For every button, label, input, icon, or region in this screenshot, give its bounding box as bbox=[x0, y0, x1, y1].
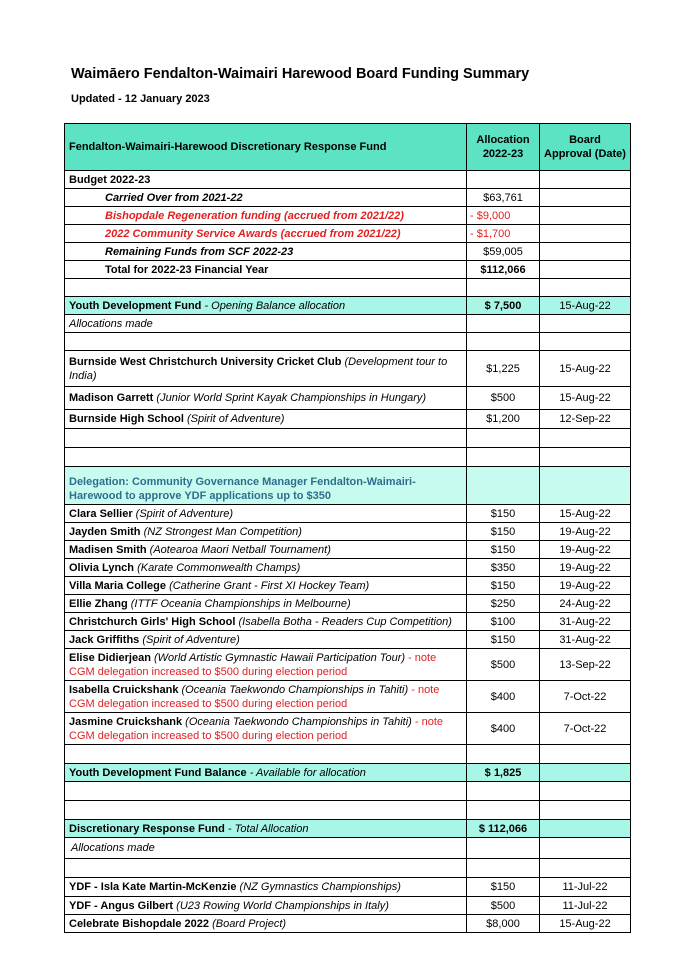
drf-allocation-row bbox=[65, 915, 631, 933]
allocation-recipient: Madisen Smith (Aotearoa Maori Netball Tournament) bbox=[65, 541, 467, 559]
spacer-row bbox=[65, 333, 631, 351]
allocation-recipient: Elise Didierjean (World Artistic Gymnastic Hawaii Participation Tour) - note CGM delegation increased to $500 during election period bbox=[65, 649, 467, 681]
budget-row bbox=[65, 225, 631, 243]
ydf-opening-row bbox=[65, 297, 631, 315]
allocation-amount: $100 bbox=[467, 613, 540, 631]
allocation-recipient: Jasmine Cruickshank (Oceania Taekwondo Championships in Tahiti) - note CGM delegation increased to $500 during election period bbox=[65, 713, 467, 745]
drf-total-amount: $ 112,066 bbox=[467, 820, 540, 838]
spacer-row bbox=[65, 782, 631, 801]
allocation-amount: $400 bbox=[467, 713, 540, 745]
header-fund-name: Fendalton-Waimairi-Harewood Discretionary Response Fund bbox=[65, 124, 467, 171]
delegation-note-row bbox=[65, 681, 631, 713]
budget-total-label: Total for 2022-23 Financial Year bbox=[65, 261, 467, 279]
delegation-allocation-row bbox=[65, 559, 631, 577]
ydf-balance-label: Youth Development Fund Balance - Available for allocation bbox=[65, 764, 467, 782]
ydf-opening-amount: $ 7,500 bbox=[467, 297, 540, 315]
allocation-amount: $150 bbox=[467, 523, 540, 541]
delegation-note-row bbox=[65, 649, 631, 681]
delegation-row bbox=[65, 467, 631, 505]
table-header-row bbox=[65, 124, 631, 171]
drf-allocation-row bbox=[65, 897, 631, 915]
budget-amount: - $1,700 bbox=[467, 225, 540, 243]
allocations-made-label: Allocations made bbox=[65, 315, 467, 333]
ydf-opening-label: Youth Development Fund - Opening Balance allocation bbox=[65, 297, 467, 315]
allocation-date: 15-Aug-22 bbox=[540, 387, 631, 410]
ydf-balance-row bbox=[65, 764, 631, 782]
allocation-amount: $1,200 bbox=[467, 410, 540, 429]
delegation-allocation-row bbox=[65, 577, 631, 595]
spacer-row bbox=[65, 279, 631, 297]
allocation-amount: $500 bbox=[467, 897, 540, 915]
allocation-amount: $1,225 bbox=[467, 351, 540, 387]
budget-label: Remaining Funds from SCF 2022-23 bbox=[65, 243, 467, 261]
allocation-recipient: Madison Garrett (Junior World Sprint Kayak Championships in Hungary) bbox=[65, 387, 467, 410]
delegation-allocation-row bbox=[65, 505, 631, 523]
allocation-date: 19-Aug-22 bbox=[540, 559, 631, 577]
spacer-row bbox=[65, 859, 631, 878]
allocation-recipient: Celebrate Bishopdale 2022 (Board Project) bbox=[65, 915, 467, 933]
allocation-amount: $400 bbox=[467, 681, 540, 713]
page-title: Waimāero Fendalton-Waimairi Harewood Board Funding Summary bbox=[71, 66, 530, 82]
budget-label: Bishopdale Regeneration funding (accrued from 2021/22) bbox=[65, 207, 467, 225]
ydf-allocation-row bbox=[65, 351, 631, 387]
allocation-date: 24-Aug-22 bbox=[540, 595, 631, 613]
allocation-amount: $150 bbox=[467, 631, 540, 649]
allocation-recipient: Jack Griffiths (Spirit of Adventure) bbox=[65, 631, 467, 649]
allocation-amount: $500 bbox=[467, 387, 540, 410]
allocation-amount: $350 bbox=[467, 559, 540, 577]
delegation-allocation-row bbox=[65, 631, 631, 649]
delegation-allocation-row bbox=[65, 541, 631, 559]
allocation-date: 31-Aug-22 bbox=[540, 613, 631, 631]
allocation-date: 15-Aug-22 bbox=[540, 915, 631, 933]
allocation-date: 31-Aug-22 bbox=[540, 631, 631, 649]
ydf-allocation-row bbox=[65, 387, 631, 410]
allocation-amount: $150 bbox=[467, 541, 540, 559]
allocation-date: 19-Aug-22 bbox=[540, 523, 631, 541]
budget-total-amount: $112,066 bbox=[467, 261, 540, 279]
budget-total-row bbox=[65, 261, 631, 279]
allocation-date: 19-Aug-22 bbox=[540, 541, 631, 559]
budget-amount: $59,005 bbox=[467, 243, 540, 261]
ydf-opening-date: 15-Aug-22 bbox=[540, 297, 631, 315]
delegation-allocation-row bbox=[65, 523, 631, 541]
delegation-text: Delegation: Community Governance Manager Fendalton-Waimairi-Harewood to approve YDF applications up to $350 bbox=[65, 467, 467, 505]
spacer-row bbox=[65, 448, 631, 467]
budget-heading: Budget 2022-23 bbox=[65, 171, 467, 189]
spacer-row bbox=[65, 429, 631, 448]
allocation-recipient: YDF - Angus Gilbert (U23 Rowing World Championships in Italy) bbox=[65, 897, 467, 915]
allocations-made-row bbox=[65, 315, 631, 333]
allocation-recipient: Isabella Cruickshank (Oceania Taekwondo Championships in Tahiti) - note CGM delegation increased to $500 during election period bbox=[65, 681, 467, 713]
header-approval-date: Board Approval (Date) bbox=[540, 124, 631, 171]
allocation-recipient: YDF - Isla Kate Martin-McKenzie (NZ Gymnastics Championships) bbox=[65, 878, 467, 897]
delegation-note-row bbox=[65, 713, 631, 745]
allocation-recipient: Burnside West Christchurch University Cricket Club (Development tour to India) bbox=[65, 351, 467, 387]
updated-date: Updated - 12 January 2023 bbox=[71, 93, 210, 105]
allocation-amount: $500 bbox=[467, 649, 540, 681]
spacer-row bbox=[65, 745, 631, 764]
allocation-recipient: Ellie Zhang (ITTF Oceania Championships in Melbourne) bbox=[65, 595, 467, 613]
budget-amount: - $9,000 bbox=[467, 207, 540, 225]
budget-row bbox=[65, 243, 631, 261]
allocation-recipient: Clara Sellier (Spirit of Adventure) bbox=[65, 505, 467, 523]
allocation-date: 11-Jul-22 bbox=[540, 897, 631, 915]
header-allocation: Allocation 2022-23 bbox=[467, 124, 540, 171]
budget-label: Carried Over from 2021-22 bbox=[65, 189, 467, 207]
allocation-amount: $150 bbox=[467, 505, 540, 523]
funding-table bbox=[64, 123, 631, 933]
budget-row bbox=[65, 207, 631, 225]
drf-allocation-row bbox=[65, 878, 631, 897]
delegation-allocation-row bbox=[65, 595, 631, 613]
allocation-date: 15-Aug-22 bbox=[540, 351, 631, 387]
allocation-recipient: Burnside High School (Spirit of Adventure) bbox=[65, 410, 467, 429]
drf-total-label: Discretionary Response Fund - Total Allocation bbox=[65, 820, 467, 838]
allocation-amount: $8,000 bbox=[467, 915, 540, 933]
drf-total-row bbox=[65, 820, 631, 838]
allocation-recipient: Christchurch Girls' High School (Isabella Botha - Readers Cup Competition) bbox=[65, 613, 467, 631]
allocation-recipient: Jayden Smith (NZ Strongest Man Competition) bbox=[65, 523, 467, 541]
allocation-date: 11-Jul-22 bbox=[540, 878, 631, 897]
ydf-allocation-row bbox=[65, 410, 631, 429]
allocation-date: 15-Aug-22 bbox=[540, 505, 631, 523]
delegation-allocation-row bbox=[65, 613, 631, 631]
budget-heading-row bbox=[65, 171, 631, 189]
allocation-amount: $150 bbox=[467, 878, 540, 897]
allocations-made-label: Allocations made bbox=[65, 838, 467, 859]
allocation-amount: $150 bbox=[467, 577, 540, 595]
allocation-date: 7-Oct-22 bbox=[540, 681, 631, 713]
allocation-date: 12-Sep-22 bbox=[540, 410, 631, 429]
spacer-row bbox=[65, 801, 631, 820]
budget-amount: $63,761 bbox=[467, 189, 540, 207]
allocations-made-row bbox=[65, 838, 631, 859]
budget-row bbox=[65, 189, 631, 207]
allocation-date: 13-Sep-22 bbox=[540, 649, 631, 681]
allocation-amount: $250 bbox=[467, 595, 540, 613]
budget-label: 2022 Community Service Awards (accrued from 2021/22) bbox=[65, 225, 467, 243]
ydf-balance-amount: $ 1,825 bbox=[467, 764, 540, 782]
allocation-recipient: Villa Maria College (Catherine Grant - First XI Hockey Team) bbox=[65, 577, 467, 595]
allocation-date: 19-Aug-22 bbox=[540, 577, 631, 595]
allocation-date: 7-Oct-22 bbox=[540, 713, 631, 745]
allocation-recipient: Olivia Lynch (Karate Commonwealth Champs) bbox=[65, 559, 467, 577]
